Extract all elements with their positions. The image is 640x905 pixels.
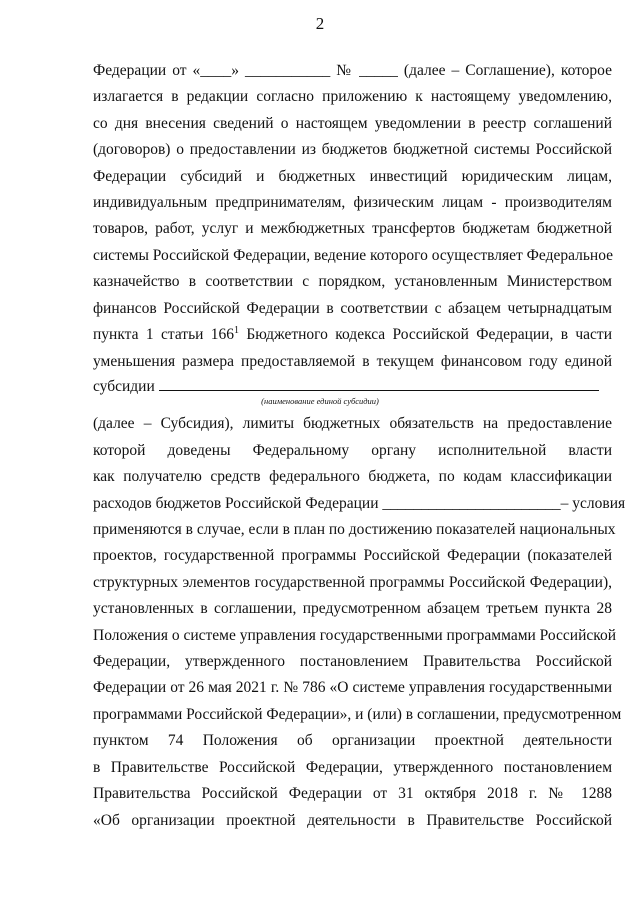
text-line: Федерации, утвержденного постановлением Правительства Российской bbox=[93, 653, 612, 670]
text-line: Правительства Российской Федерации от 31 октября 2018 г. № 1288 bbox=[93, 785, 612, 802]
text-line: товаров, работ, услуг и межбюджетных трансфертов бюджетам бюджетной bbox=[93, 220, 612, 237]
text-line: Федерации от «____» ___________ № _____ (далее – Соглашение), которое bbox=[93, 62, 612, 79]
text-segment: субсидии bbox=[93, 378, 155, 395]
subsidy-name-line bbox=[93, 376, 612, 397]
text-line: установленных в соглашении, предусмотренном абзацем третьем пункта 28 bbox=[93, 600, 612, 617]
text-line: программами Российской Федерации», и (или) в соглашении, предусмотренном bbox=[93, 706, 622, 723]
text-line: в Правительстве Российской Федерации, утвержденного постановлением bbox=[93, 759, 612, 776]
page-number: 2 bbox=[315, 14, 325, 33]
text-line: которой доведены Федеральному органу исполнительной власти bbox=[93, 442, 612, 459]
footnote-superscript: 1 bbox=[234, 324, 240, 336]
text-line: Федерации субсидий и бюджетных инвестиций юридическим лицам, bbox=[93, 168, 612, 185]
text-line: излагается в редакции согласно приложению к настоящему уведомлению, bbox=[93, 88, 612, 105]
text-line: «Об организации проектной деятельности в Правительстве Российской bbox=[93, 812, 612, 829]
text-line: пунктом 74 Положения об организации проектной деятельности bbox=[93, 732, 612, 749]
text-segment: пункта 1 статьи 166 bbox=[93, 326, 235, 343]
text-segment: Бюджетного кодекса Российской Федерации, в части bbox=[239, 326, 612, 343]
text-line: как получателю средств федерального бюджета, по кодам классификации bbox=[93, 468, 612, 485]
text-line: казначейство в соответствии с порядком, установленным Министерством bbox=[93, 273, 612, 290]
text-line: (договоров) о предоставлении из бюджетов бюджетной системы Российской bbox=[93, 141, 612, 158]
text-line: уменьшения размера предоставляемой в текущем финансовом году единой bbox=[93, 353, 612, 370]
field-caption: (наименование единой субсидии) bbox=[261, 396, 379, 406]
text-line: расходов бюджетов Российской Федерации _______________________– условия bbox=[93, 495, 626, 512]
text-line: проектов, государственной программы Российской Федерации (показателей bbox=[93, 547, 612, 564]
text-line: Федерации от 26 мая 2021 г. № 786 «О системе управления государственными bbox=[93, 679, 612, 696]
text-line: (далее – Субсидия), лимиты бюджетных обязательств на предоставление bbox=[93, 415, 612, 432]
text-line: Положения о системе управления государственными программами Российской bbox=[93, 627, 617, 644]
text-line bbox=[93, 325, 612, 345]
text-line: структурных элементов государственной программы Российской Федерации), bbox=[93, 574, 612, 591]
text-line: финансов Российской Федерации в соответствии с абзацем четырнадцатым bbox=[93, 300, 612, 317]
text-line: применяются в случае, если в план по достижению показателей национальных bbox=[93, 521, 616, 538]
text-line: системы Российской Федерации, ведение которого осуществляет Федеральное bbox=[93, 247, 614, 264]
subsidy-name-blank bbox=[159, 376, 599, 391]
text-line: индивидуальным предпринимателям, физическим лицам - производителям bbox=[93, 194, 612, 211]
text-line: со дня внесения сведений о настоящем уведомлении в реестр соглашений bbox=[93, 115, 612, 132]
